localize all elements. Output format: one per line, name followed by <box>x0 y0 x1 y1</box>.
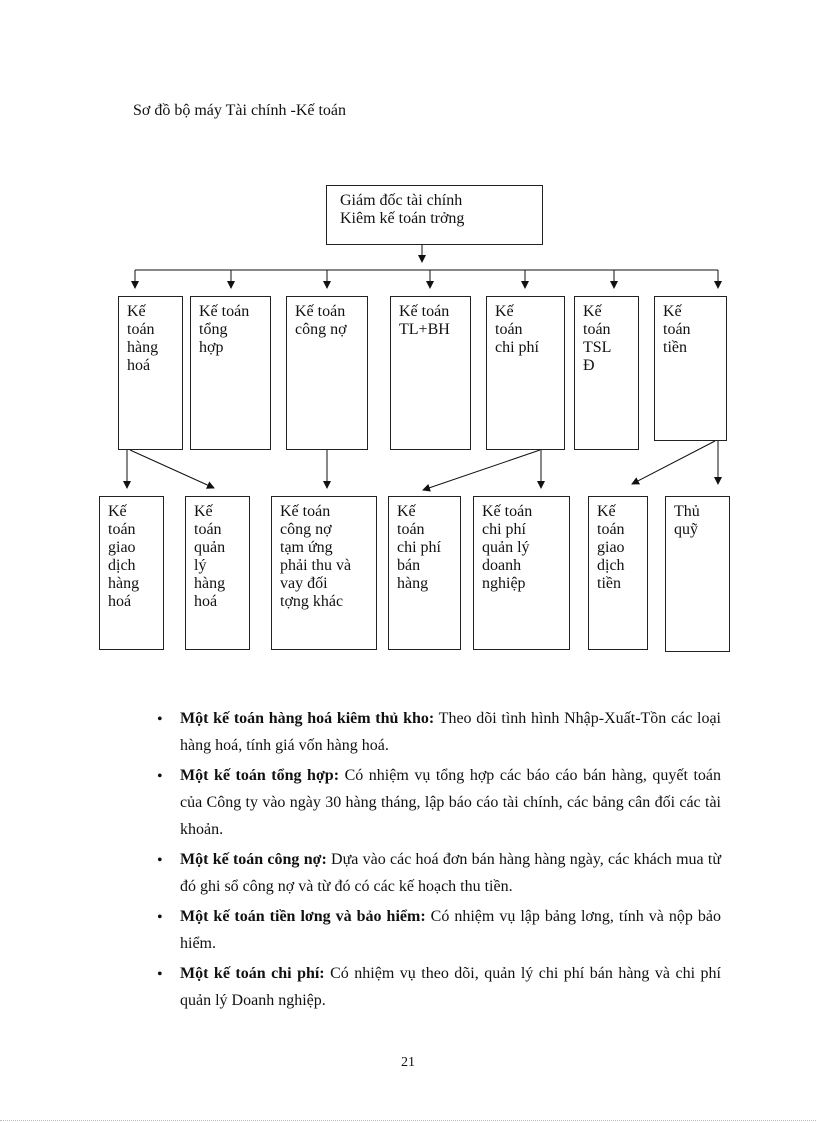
duty-list <box>157 705 721 1017</box>
level2-box-quan-ly-hang-hoa: Kế toán quản lý hàng hoá <box>185 496 250 650</box>
duty-role: Một kế toán công nợ: <box>180 851 327 868</box>
page-bottom-divider <box>0 1120 816 1121</box>
bullet-icon: • <box>157 711 163 728</box>
duty-text: Dựa vào các hoá đơn bán hàng hàng ngày, các khách mua từ đó ghi sổ công nợ và từ đó có các kế hoạch thu tiền. <box>180 851 721 895</box>
duty-text: Theo dõi tình hình Nhập-Xuất-Tồn các loại hàng hoá, tính giá vốn hàng hoá. <box>180 710 722 754</box>
level2-box-chi-phi-quan-ly: Kế toán chi phí quản lý doanh nghiệp <box>473 496 570 650</box>
duty-role: Một kế toán hàng hoá kiêm thủ kho: <box>180 710 435 727</box>
level1-box-hang-hoa: Kế toán hàng hoá <box>118 296 183 450</box>
duty-text: Có nhiệm vụ lập bảng lơng, tính và nộp bảo hiểm. <box>180 908 721 952</box>
list-item <box>157 903 721 957</box>
level2-box-giao-dich-tien: Kế toán giao dịch tiền <box>588 496 648 650</box>
bullet-icon: • <box>157 768 163 785</box>
chief-finance-box: Giám đốc tài chính Kiêm kế toán trởng <box>326 185 543 245</box>
page-title: Sơ đồ bộ máy Tài chính -Kế toán <box>133 102 347 119</box>
page-number: 21 <box>401 1055 415 1070</box>
level1-box-chi-phi: Kế toán chi phí <box>486 296 565 450</box>
level2-box-chi-phi-ban-hang: Kế toán chi phí bán hàng <box>388 496 461 650</box>
list-item <box>157 846 721 900</box>
list-item <box>157 960 721 1014</box>
duty-role: Một kế toán chi phí: <box>180 965 325 982</box>
level1-box-tong-hop: Kế toán tổng hợp <box>190 296 271 450</box>
level2-box-giao-dich-hang-hoa: Kế toán giao dịch hàng hoá <box>99 496 164 650</box>
level1-box-cong-no: Kế toán công nợ <box>286 296 368 450</box>
level1-box-tien: Kế toán tiền <box>654 296 727 441</box>
level1-box-tsld: Kế toán TSL Đ <box>574 296 639 450</box>
list-item <box>157 705 721 759</box>
level2-box-thu-quy: Thủ quỹ <box>665 496 730 652</box>
duty-role: Một kế toán tiền lơng và bảo hiểm: <box>180 908 426 925</box>
duty-text: Có nhiệm vụ tổng hợp các báo cáo bán hàng, quyết toán của Công ty vào ngày 30 hàng tháng, lập báo cáo tài chính, các bảng cân đối các tài khoản. <box>180 767 721 838</box>
duty-text: Có nhiệm vụ theo dõi, quản lý chi phí bán hàng và chi phí quản lý Doanh nghiệp. <box>180 965 721 1009</box>
bullet-icon: • <box>157 966 163 983</box>
level1-box-tl-bh: Kế toán TL+BH <box>390 296 471 450</box>
bullet-icon: • <box>157 909 163 926</box>
level2-box-cong-no-tam-ung: Kế toán công nợ tạm ứng phải thu và vay đối tợng khác <box>271 496 377 650</box>
list-item <box>157 762 721 843</box>
duty-role: Một kế toán tổng hợp: <box>180 767 340 784</box>
bullet-icon: • <box>157 852 163 869</box>
